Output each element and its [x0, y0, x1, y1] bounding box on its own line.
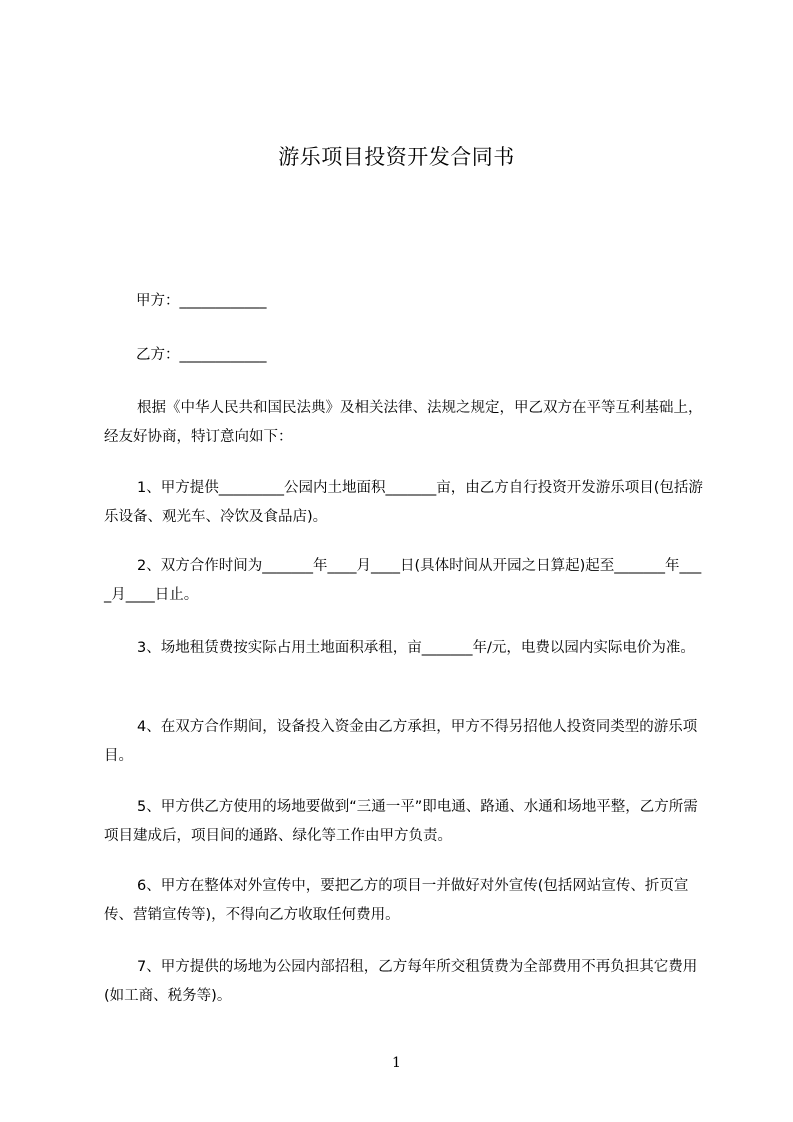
- clause-3: 3、场地租赁费按实际占用土地面积承租，亩_______年/元，电费以园内实际电价为准。: [137, 640, 695, 656]
- party-b-line: 乙方：____________: [136, 347, 267, 363]
- clause-4: 4、在双方合作期间，设备投入资金由乙方承担，甲方不得另招他人投资同类型的游乐项目。: [104, 719, 698, 764]
- page-number: 1: [392, 1055, 401, 1071]
- clause-2: 2、双方合作时间为_______年____月____日(具体时间从开园之日算起)起至_______年____月____日止。: [104, 558, 702, 603]
- document-title: 游乐项目投资开发合同书: [278, 145, 515, 169]
- clause-5: 5、甲方供乙方使用的场地要做到“三通一平”即电通、路通、水通和场地平整，乙方所需项目建成后，项目间的通路、绿化等工作由甲方负责。: [104, 799, 698, 844]
- clause-7: 7、甲方提供的场地为公园内部招租，乙方每年所交租赁费为全部费用不再负担其它费用(如工商、税务等)。: [104, 959, 698, 1004]
- party-a-line: 甲方：____________: [136, 293, 267, 309]
- clause-6: 6、甲方在整体对外宣传中，要把乙方的项目一并做好对外宣传(包括网站宣传、折页宣传、营销宣传等)，不得向乙方收取任何费用。: [104, 878, 689, 923]
- intro-paragraph: 根据《中华人民共和国民法典》及相关法律、法规之规定，甲乙双方在平等互利基础上，经友好协商，特订意向如下：: [104, 400, 703, 445]
- clause-1: 1、甲方提供_________公园内土地面积_______亩，由乙方自行投资开发游乐项目(包括游乐设备、观光车、冷饮及食品店)。: [104, 480, 703, 525]
